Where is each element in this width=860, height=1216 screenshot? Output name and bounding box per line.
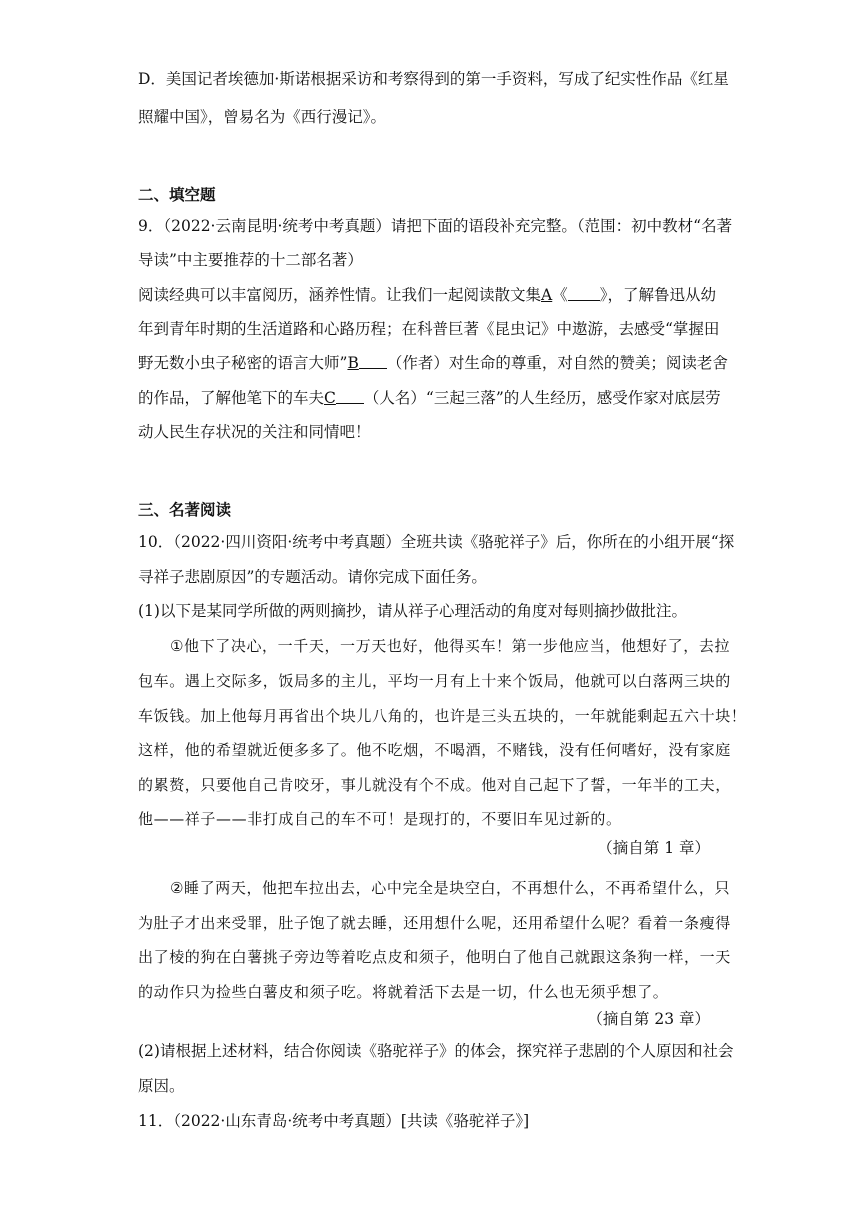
q10-task-2-line-1: (2)请根据上述材料，结合你阅读《骆驼祥子》的体会，探究祥子悲剧的个人原因和社会	[138, 1042, 734, 1060]
excerpt-2-line-3: 出了棱的狗在白薯挑子旁边等着吃点皮和须子，他明白了他自己就跟这条狗一样，一天	[138, 948, 731, 966]
excerpt-1-line-6: 他——祥子——非打成自己的车不可！是现打的，不要旧车见过新的。	[138, 810, 622, 828]
q9-blank-c[interactable]	[336, 389, 364, 404]
q9-line-7: 动人民生存状况的关注和同情吧！	[138, 423, 371, 441]
q9-line-5-rest: （作者）对生命的尊重，对自然的赞美；阅读老舍	[386, 354, 728, 372]
section-title-fill-blank: 二、填空题	[138, 185, 216, 204]
q9-line-4: 年到青年时期的生活道路和心路历程；在科普巨著《昆虫记》中遨游，去感受“掌握田	[138, 320, 720, 338]
q9-marker-a: A	[541, 286, 553, 304]
q9-line-5	[138, 353, 728, 373]
q9-marker-b: B	[347, 354, 359, 372]
excerpt-2-line-4: 的动作只为捡些白薯皮和须子吃。将就着活下去是一切，什么也无须乎想了。	[138, 983, 669, 1001]
excerpt-1-line-5: 的累赘，只要他自己肯咬牙，事儿就没有个不成。他对自己起下了誓，一年半的工夫，	[138, 776, 731, 794]
q9-bracket-open: 《	[552, 286, 568, 304]
q9-line-6	[138, 388, 721, 408]
option-d-line-2: 照耀中国》，曾易名为《西行漫记》。	[138, 108, 387, 126]
q10-line-1: 10．（2022·四川资阳·统考中考真题）全班共读《骆驼祥子》后，你所在的小组开展“探	[138, 533, 735, 551]
q10-task-1: (1)以下是某同学所做的两则摘抄，请从祥子心理活动的角度对每则摘抄做批注。	[138, 602, 687, 620]
q9-line-3	[138, 285, 716, 305]
q10-task-2-line-2: 原因。	[138, 1077, 185, 1095]
excerpt-1-line-4: 这样，他的希望就近便多多了。他不吃烟，不喝酒，不赌钱，没有任何嗜好，没有家庭	[138, 741, 731, 759]
excerpt-1-line-1: ①他下了决心，一千天，一万天也好，他得买车！第一步他应当，他想好了，去拉	[170, 637, 731, 655]
q9-line-6-rest: （人名）“三起三落”的人生经历，感受作家对底层劳	[363, 389, 721, 407]
excerpt-1-line-3: 车饭钱。加上他每月再省出个块儿八角的，也许是三头五块的，一年就能剩起五六十块！	[138, 707, 747, 725]
q10-line-2: 寻祥子悲剧原因”的专题活动。请你完成下面任务。	[138, 568, 487, 586]
q9-line-2: 导读”中主要推荐的十二部名著）	[138, 251, 363, 269]
excerpt-2-line-1: ②睡了两天，他把车拉出去，心中完全是块空白，不再想什么，不再希望什么，只	[170, 879, 731, 897]
q9-line-1: 9．（2022·云南昆明·统考中考真题）请把下面的语段补充完整。（范围：初中教材“名著	[138, 217, 733, 235]
excerpt-2-line-2: 为肚子才出来受罪，肚子饱了就去睡，还用想什么呢，还用希望什么呢？看着一条瘦得	[138, 914, 731, 932]
q11-line-1: 11．（2022·山东青岛·统考中考真题）[共读《骆驼祥子》]	[138, 1112, 530, 1130]
option-d-line-1: D．美国记者埃德加·斯诺根据采访和考察得到的第一手资料，写成了纪实性作品《红星	[138, 70, 729, 88]
excerpt-1-source: （摘自第 1 章）	[597, 839, 710, 857]
q9-line-3-rest: 》，了解鲁迅从幼	[599, 286, 716, 304]
section-title-classic-reading: 三、名著阅读	[138, 500, 232, 519]
q9-line-3-text: 阅读经典可以丰富阅历，涵养性情。让我们一起阅读散文集	[138, 286, 542, 304]
excerpt-2-source: （摘自第 23 章）	[587, 1010, 710, 1028]
q9-marker-c: C	[324, 389, 336, 407]
q9-blank-a[interactable]	[568, 286, 600, 301]
q9-line-5-text: 野无数小虫子秘密的语言大师”	[138, 354, 348, 372]
q9-line-6-text: 的作品，了解他笔下的车夫	[138, 389, 325, 407]
excerpt-1-line-2: 包车。遇上交际多，饭局多的主儿，平均一月有上十来个饭局，他就可以白落两三块的	[138, 672, 731, 690]
q9-blank-b[interactable]	[359, 354, 387, 369]
